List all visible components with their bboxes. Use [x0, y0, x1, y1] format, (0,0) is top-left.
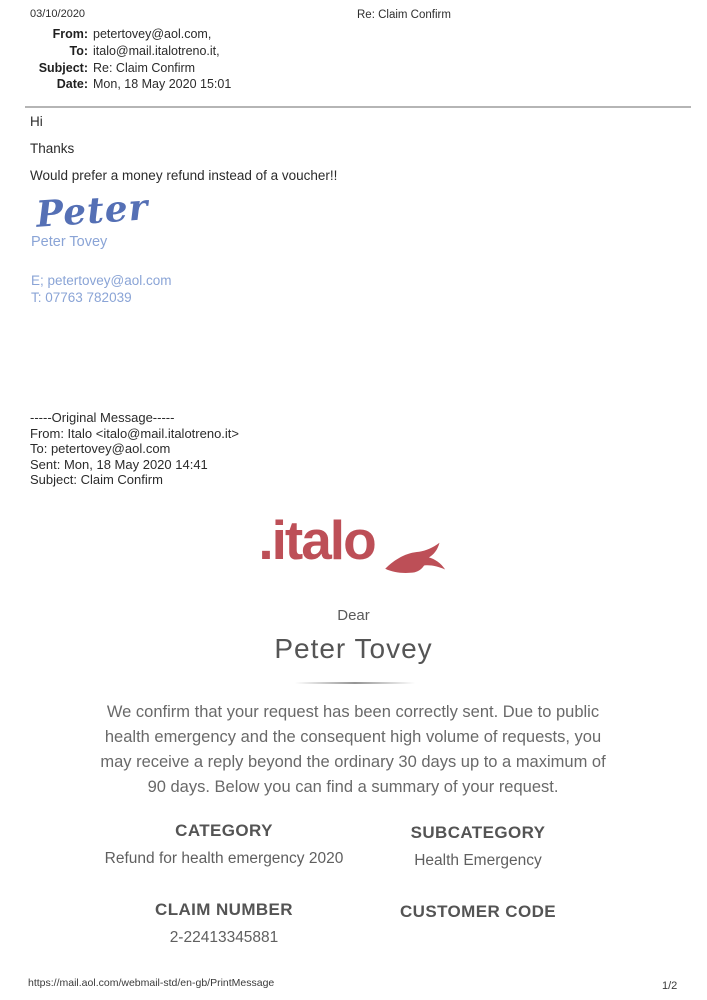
recipient-name: Peter Tovey: [274, 633, 433, 664]
to-value: italo@mail.italotreno.it,: [93, 43, 220, 58]
salutation-divider: [295, 682, 415, 684]
category-value: Refund for health emergency 2020: [104, 850, 344, 867]
dear-text: Dear: [337, 607, 370, 624]
from-value: petertovey@aol.com,: [93, 27, 212, 41]
print-subject-title: Re: Claim Confirm: [357, 9, 451, 21]
page-number: 1/2: [662, 980, 678, 992]
contact-email: E; petertovey@aol.com: [31, 273, 172, 288]
header-row-from: [30, 26, 231, 43]
date-value: Mon, 18 May 2020 15:01: [93, 77, 232, 92]
leaping-hare-icon: [383, 542, 449, 581]
subject-label: Subject:: [38, 60, 88, 75]
signature-name: Peter Tovey: [31, 234, 108, 250]
thanks-text: Thanks: [30, 141, 75, 156]
message-text: Would prefer a money refund instead of a voucher!!: [30, 168, 338, 183]
contact-phone: T: 07763 782039: [31, 290, 132, 305]
handwritten-signature: Peter: [34, 186, 150, 236]
original-message-sent: Sent: Mon, 18 May 2020 14:41: [30, 456, 208, 472]
italo-logo: [0, 509, 707, 581]
category-label: CATEGORY: [175, 821, 273, 840]
claim-number-value: 2-22413345881: [169, 929, 279, 946]
subcategory-label: SUBCATEGORY: [410, 823, 546, 842]
from-label: From:: [52, 27, 88, 41]
print-timestamp: 03/10/2020: [30, 8, 86, 20]
confirmation-paragraph: We confirm that your request has been correctly sent. Due to public health emergency and the consequent high volume of requests, you may receive a reply beyond the ordinary 30 days up to a maximum of 90 days. Below you can find a summary of your request.: [100, 703, 606, 796]
header-row-subject: [30, 60, 231, 77]
original-message-subject: Subject: Claim Confirm: [30, 472, 163, 488]
header-divider: [25, 106, 691, 108]
claim-number-label: CLAIM NUMBER: [155, 900, 293, 919]
email-header-block: [30, 26, 231, 93]
customer-code-label: CUSTOMER CODE: [399, 902, 556, 921]
header-row-date: [30, 76, 231, 93]
print-source-url: https://mail.aol.com/webmail-std/en-gb/PrintMessage: [28, 977, 275, 989]
date-label: Date:: [56, 77, 88, 92]
to-label: To:: [69, 43, 88, 58]
original-message-block: [30, 410, 239, 488]
original-message-to: To: petertovey@aol.com: [30, 441, 171, 457]
subject-value: Re: Claim Confirm: [93, 60, 196, 75]
original-message-from: From: Italo <italo@mail.italotreno.it>: [30, 425, 240, 441]
subcategory-value: Health Emergency: [414, 852, 542, 869]
header-row-to: [30, 43, 231, 60]
original-message-separator: -----Original Message-----: [30, 410, 175, 425]
greeting-text: Hi: [30, 114, 43, 129]
italo-logo-wordmark: .italo: [258, 509, 375, 571]
